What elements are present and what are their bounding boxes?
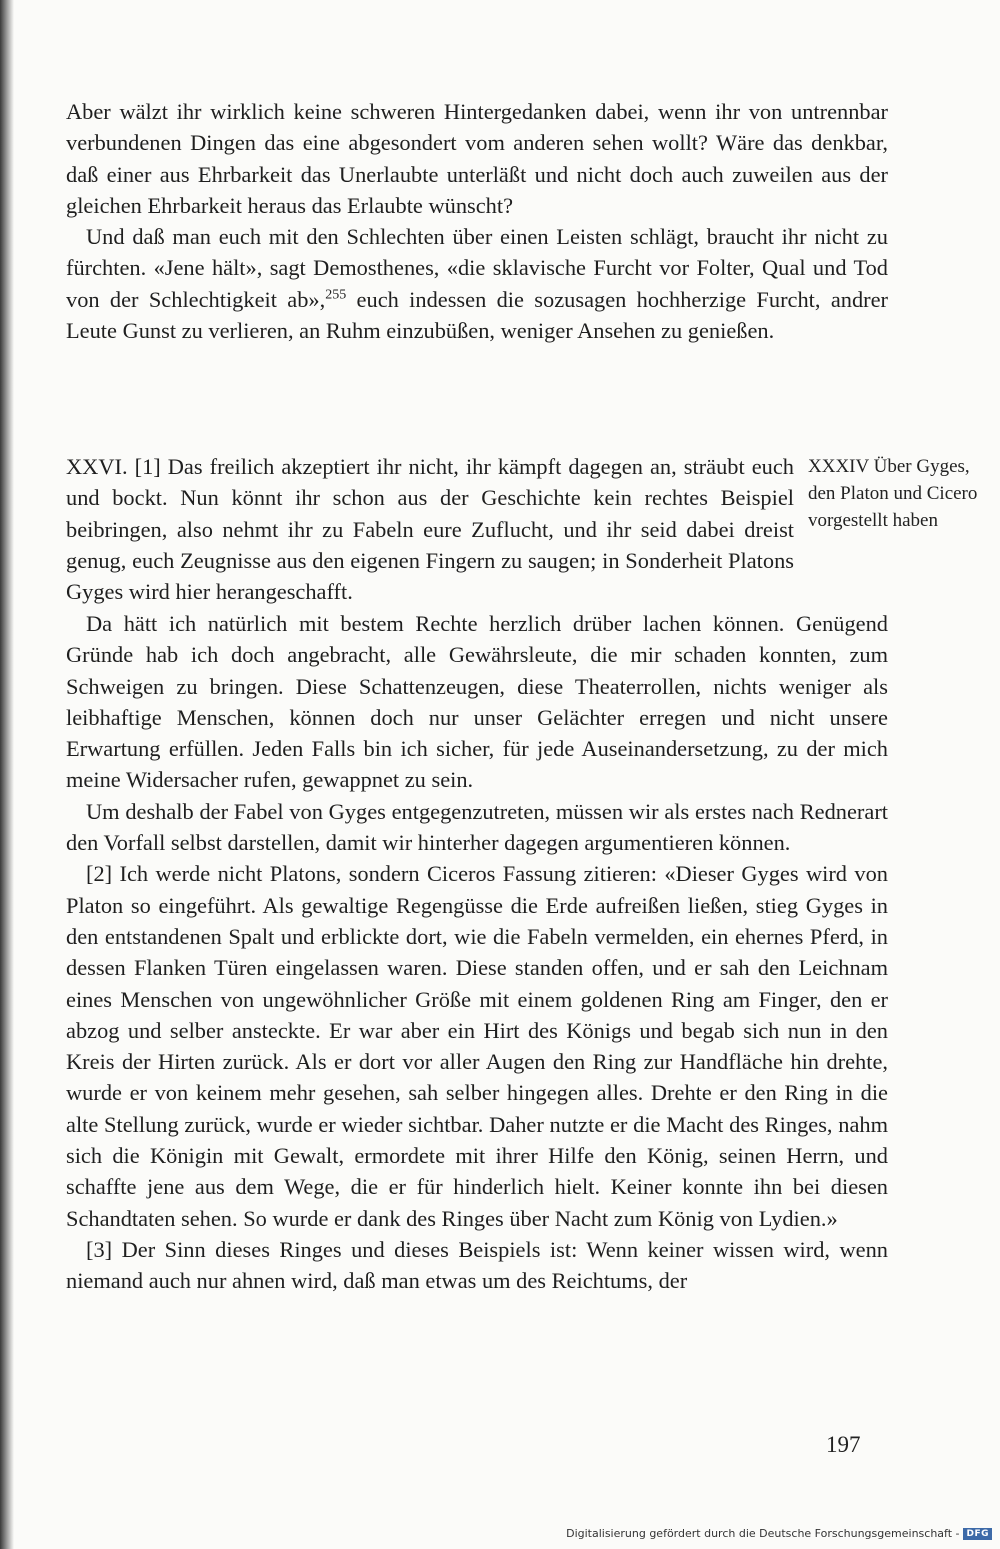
paragraph-6: [2] Ich werde nicht Platons, sondern Ciceros Fassung zitieren: «Dieser Gyges wird von Platon so eingeführt. Als gewaltige Regengüsse die Erde aufreißen ließen, stieg Gyges in den entstandenen Spalt und erblickte dort, wie die Fabeln vermelden, ein ehernes Pferd, in dessen Flanken Türen eingelassen waren. Diese standen offen, und er sah den Leichnam eines Menschen von ungewöhnlicher Größe mit einem goldenen Ring am Finger, den er abzog und selber ansteckte. Er war aber ein Hirt des Königs und begab sich nun in den Kreis der Hirten zurück. Als er dort vor aller Augen den Ring zur Handfläche hin drehte, wurde er von keinem mehr gesehen, sah selber hingegen alles. Drehte er den Ring in die alte Stellung zurück, wurde er wieder sichtbar. Daher nutzte er die Macht des Ringes, nahm sich die Königin mit Gewalt, ermordete mit ihrer Hilfe den König, seinen Herrn, und schaffte jene aus dem Wege, die er für hinderlich hielt. Keiner konnte ihn bei diesen Schandtaten sehen. So wurde er dank des Ringes über Nacht zum König von Lydien.» — [66, 861, 888, 1231]
digitization-footer — [566, 1527, 992, 1540]
dfg-logo-icon: DFG — [963, 1528, 992, 1540]
section-xxvi-block — [66, 451, 794, 607]
paragraph-2-text: Und daß man euch mit den Schlechten über einen Leisten schlägt, braucht ihr nicht zu fürchten. «Jene hält», sagt Demosthenes, «die sklavische Furcht vor Folter, Qual und Tod von der Schlechtigkeit ab», — [66, 224, 888, 312]
paragraph-1: Aber wälzt ihr wirklich keine schweren Hintergedanken dabei, wenn ihr von untrennbar verbundenen Dingen das eine abgesondert vom anderen sehen wollt? Wäre das denkbar, daß einer aus Ehrbarkeit das Unerlaubte unterläßt und nicht doch auch zuweilen aus der gleichen Ehrbarkeit heraus das Erlaubte wünscht? — [66, 99, 888, 218]
text-block-main — [66, 608, 888, 1297]
margin-note: XXXIV Über Gyges, den Platon und Cicero vorgestellt haben — [808, 456, 978, 531]
paragraph-5: Um deshalb der Fabel von Gyges entgegenzutreten, müssen wir als erstes nach Rednerart den Vorfall selbst darstellen, damit wir hinterher dagegen argumentieren können. — [66, 798, 888, 856]
page-number: 197 — [826, 1432, 861, 1457]
paragraph-4: Da hätt ich natürlich mit bestem Rechte herzlich drüber lachen können. Genügend Gründe hab ich doch angebracht, alle Gewährsleute, die mir schaden konnten, zum Schweigen zu bringen. Diese Schattenzeugen, diese Theaterrollen, nichts weniger als leibhaftige Menschen, können doch nur unser Gelächter erregen und nicht unsere Erwartung erfüllen. Jeden Falls bin ich sicher, für jede Auseinandersetzung, zu der mich meine Widersacher rufen, gewappnet zu sein. — [66, 611, 888, 793]
section-xxvi-paragraph: XXVI. [1] Das freilich akzeptiert ihr nicht, ihr kämpft dagegen an, sträubt euch und bockt. Nun könnt ihr schon aus der Geschichte kein rechtes Beispiel beibringen, also nehmt ihr zu Fabeln eure Zuflucht, und ihr seid dabei dreist genug, euch Zeugnisse aus den eigenen Fingern zu saugen; in Sonderheit Platons Gyges wird hier herangeschafft. — [66, 454, 794, 605]
paragraph-2 — [66, 221, 888, 346]
footnote-ref-255: 255 — [325, 287, 347, 303]
text-block-top — [66, 96, 888, 346]
paragraph-2-continued: euch indessen die sozusagen hochherzige Furcht, andrer Leute Gunst zu verlieren, an Ruhm einzubüßen, weniger Ansehen zu genießen. — [66, 286, 888, 344]
page-edge-shadow — [0, 0, 14, 1549]
paragraph-7: [3] Der Sinn dieses Ringes und dieses Beispiels ist: Wenn keiner wissen wird, wenn niemand auch nur ahnen wird, daß man etwas um des Reichtums, der — [66, 1236, 888, 1294]
footer-text: Digitalisierung gefördert durch die Deutsche Forschungsgemeinschaft - — [566, 1527, 960, 1540]
